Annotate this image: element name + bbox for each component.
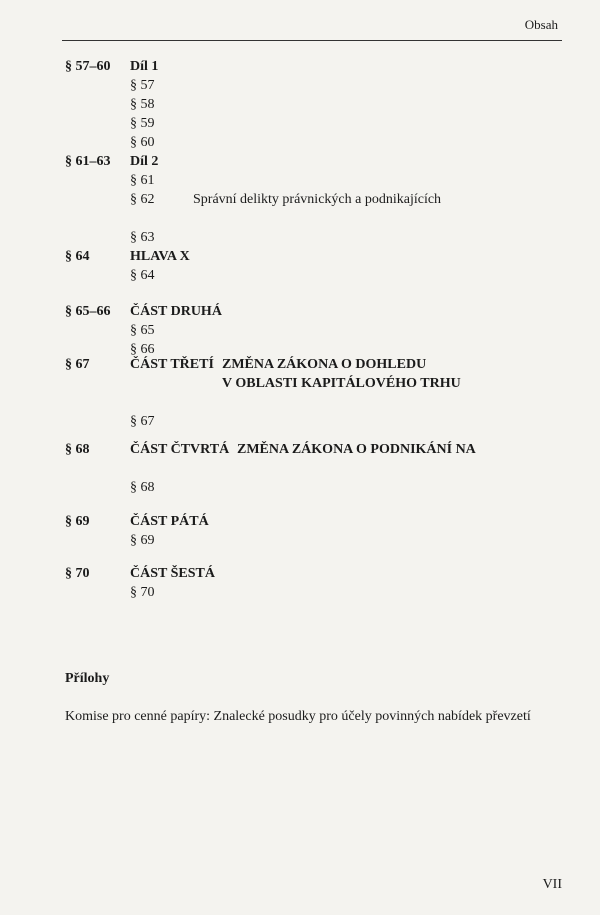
toc-entry-continuation[interactable] (0, 393, 600, 413)
section-number: § 67 (130, 414, 155, 429)
part-label: Díl 2 (130, 154, 159, 169)
toc-entry[interactable] (0, 133, 600, 153)
section-number: § 64 (65, 249, 90, 264)
toc-entry[interactable] (0, 228, 600, 248)
toc-entry[interactable] (0, 412, 600, 432)
part-label: ČÁST DRUHÁ (130, 304, 222, 319)
prilohy-heading-row (0, 669, 600, 689)
part-label: ČÁST TŘETÍ (130, 357, 214, 372)
toc-entry[interactable] (0, 76, 600, 96)
part-label: ČÁST ČTVRTÁ (130, 442, 230, 457)
toc-entry-continuation[interactable] (0, 374, 600, 394)
section-number: § 70 (65, 566, 90, 581)
section-number: § 63 (130, 230, 155, 245)
entry-title: ZMĚNA ZÁKONA O DOHLEDU (222, 357, 427, 372)
toc-entry[interactable] (0, 171, 600, 191)
section-range: § 61–63 (65, 154, 111, 169)
toc-entry-komise[interactable] (0, 707, 600, 727)
part-label: Díl 1 (130, 59, 159, 74)
header-rule (62, 40, 562, 41)
section-number: § 69 (65, 514, 90, 529)
section-number: § 58 (130, 97, 155, 112)
section-range: § 65–66 (65, 304, 111, 319)
toc-entry[interactable] (0, 583, 600, 603)
toc-entry[interactable] (0, 114, 600, 134)
toc-entry-cast-druha[interactable] (0, 302, 600, 322)
toc-entry-literatura[interactable] (0, 617, 600, 637)
section-number: § 59 (130, 116, 155, 131)
toc-entry-hlava[interactable] (0, 247, 600, 267)
toc-entry-smernice[interactable] (0, 745, 600, 765)
entry-title: Správní delikty právnických a podnikajících (193, 192, 442, 207)
running-header: Obsah (524, 17, 558, 32)
section-number: § 61 (130, 173, 155, 188)
toc-entry[interactable] (0, 95, 600, 115)
toc-entry-dil1[interactable] (0, 57, 600, 77)
toc-entry-richtlinie[interactable] (0, 783, 600, 803)
section-number: § 66 (130, 342, 155, 357)
section-number: § 69 (130, 533, 155, 548)
toc-entry[interactable] (0, 478, 600, 498)
toc-entry-rejstrik[interactable] (0, 836, 600, 856)
toc-entry[interactable] (0, 321, 600, 341)
section-number: § 67 (65, 357, 90, 372)
section-number: § 68 (65, 442, 90, 457)
toc-entry-directive[interactable] (0, 764, 600, 784)
toc-entry[interactable] (0, 531, 600, 551)
toc-entry-autori[interactable] (0, 817, 600, 837)
part-label: ČÁST ŠESTÁ (130, 566, 215, 581)
toc-entry-cast-pata[interactable] (0, 512, 600, 532)
toc-entry-cast-ctvrta[interactable] (0, 440, 600, 460)
folio-page-number: VII (542, 877, 562, 892)
toc-entry-continuation[interactable] (0, 209, 600, 229)
entry-title: V OBLASTI KAPITÁLOVÉHO TRHU (222, 376, 461, 391)
toc-entry-cast-sesta[interactable] (0, 564, 600, 584)
toc-entry-cast-treti[interactable] (0, 355, 600, 375)
toc-entry-continuation[interactable] (0, 459, 600, 479)
toc-entry-predpisy[interactable] (0, 636, 600, 656)
toc-entry-dil2[interactable] (0, 152, 600, 172)
section-number: § 64 (130, 268, 155, 283)
entry-title: ZMĚNA ZÁKONA O PODNIKÁNÍ NA (237, 442, 476, 457)
entry-title: Komise pro cenné papíry: Znalecké posudky pro účely povinných nabídek převzetí (65, 709, 531, 724)
section-heading: Přílohy (65, 671, 110, 686)
section-number: § 57 (130, 78, 155, 93)
section-number: § 62 (130, 192, 155, 207)
section-number: § 60 (130, 135, 155, 150)
part-label: HLAVA X (130, 249, 190, 264)
section-range: § 57–60 (65, 59, 111, 74)
toc-entry-continuation[interactable] (0, 726, 600, 746)
toc-entry[interactable] (0, 266, 600, 286)
toc-entry[interactable] (0, 190, 600, 210)
section-number: § 65 (130, 323, 155, 338)
part-label: ČÁST PÁTÁ (130, 514, 209, 529)
section-number: § 68 (130, 480, 155, 495)
toc-entry-cnb[interactable] (0, 688, 600, 708)
section-number: § 70 (130, 585, 155, 600)
